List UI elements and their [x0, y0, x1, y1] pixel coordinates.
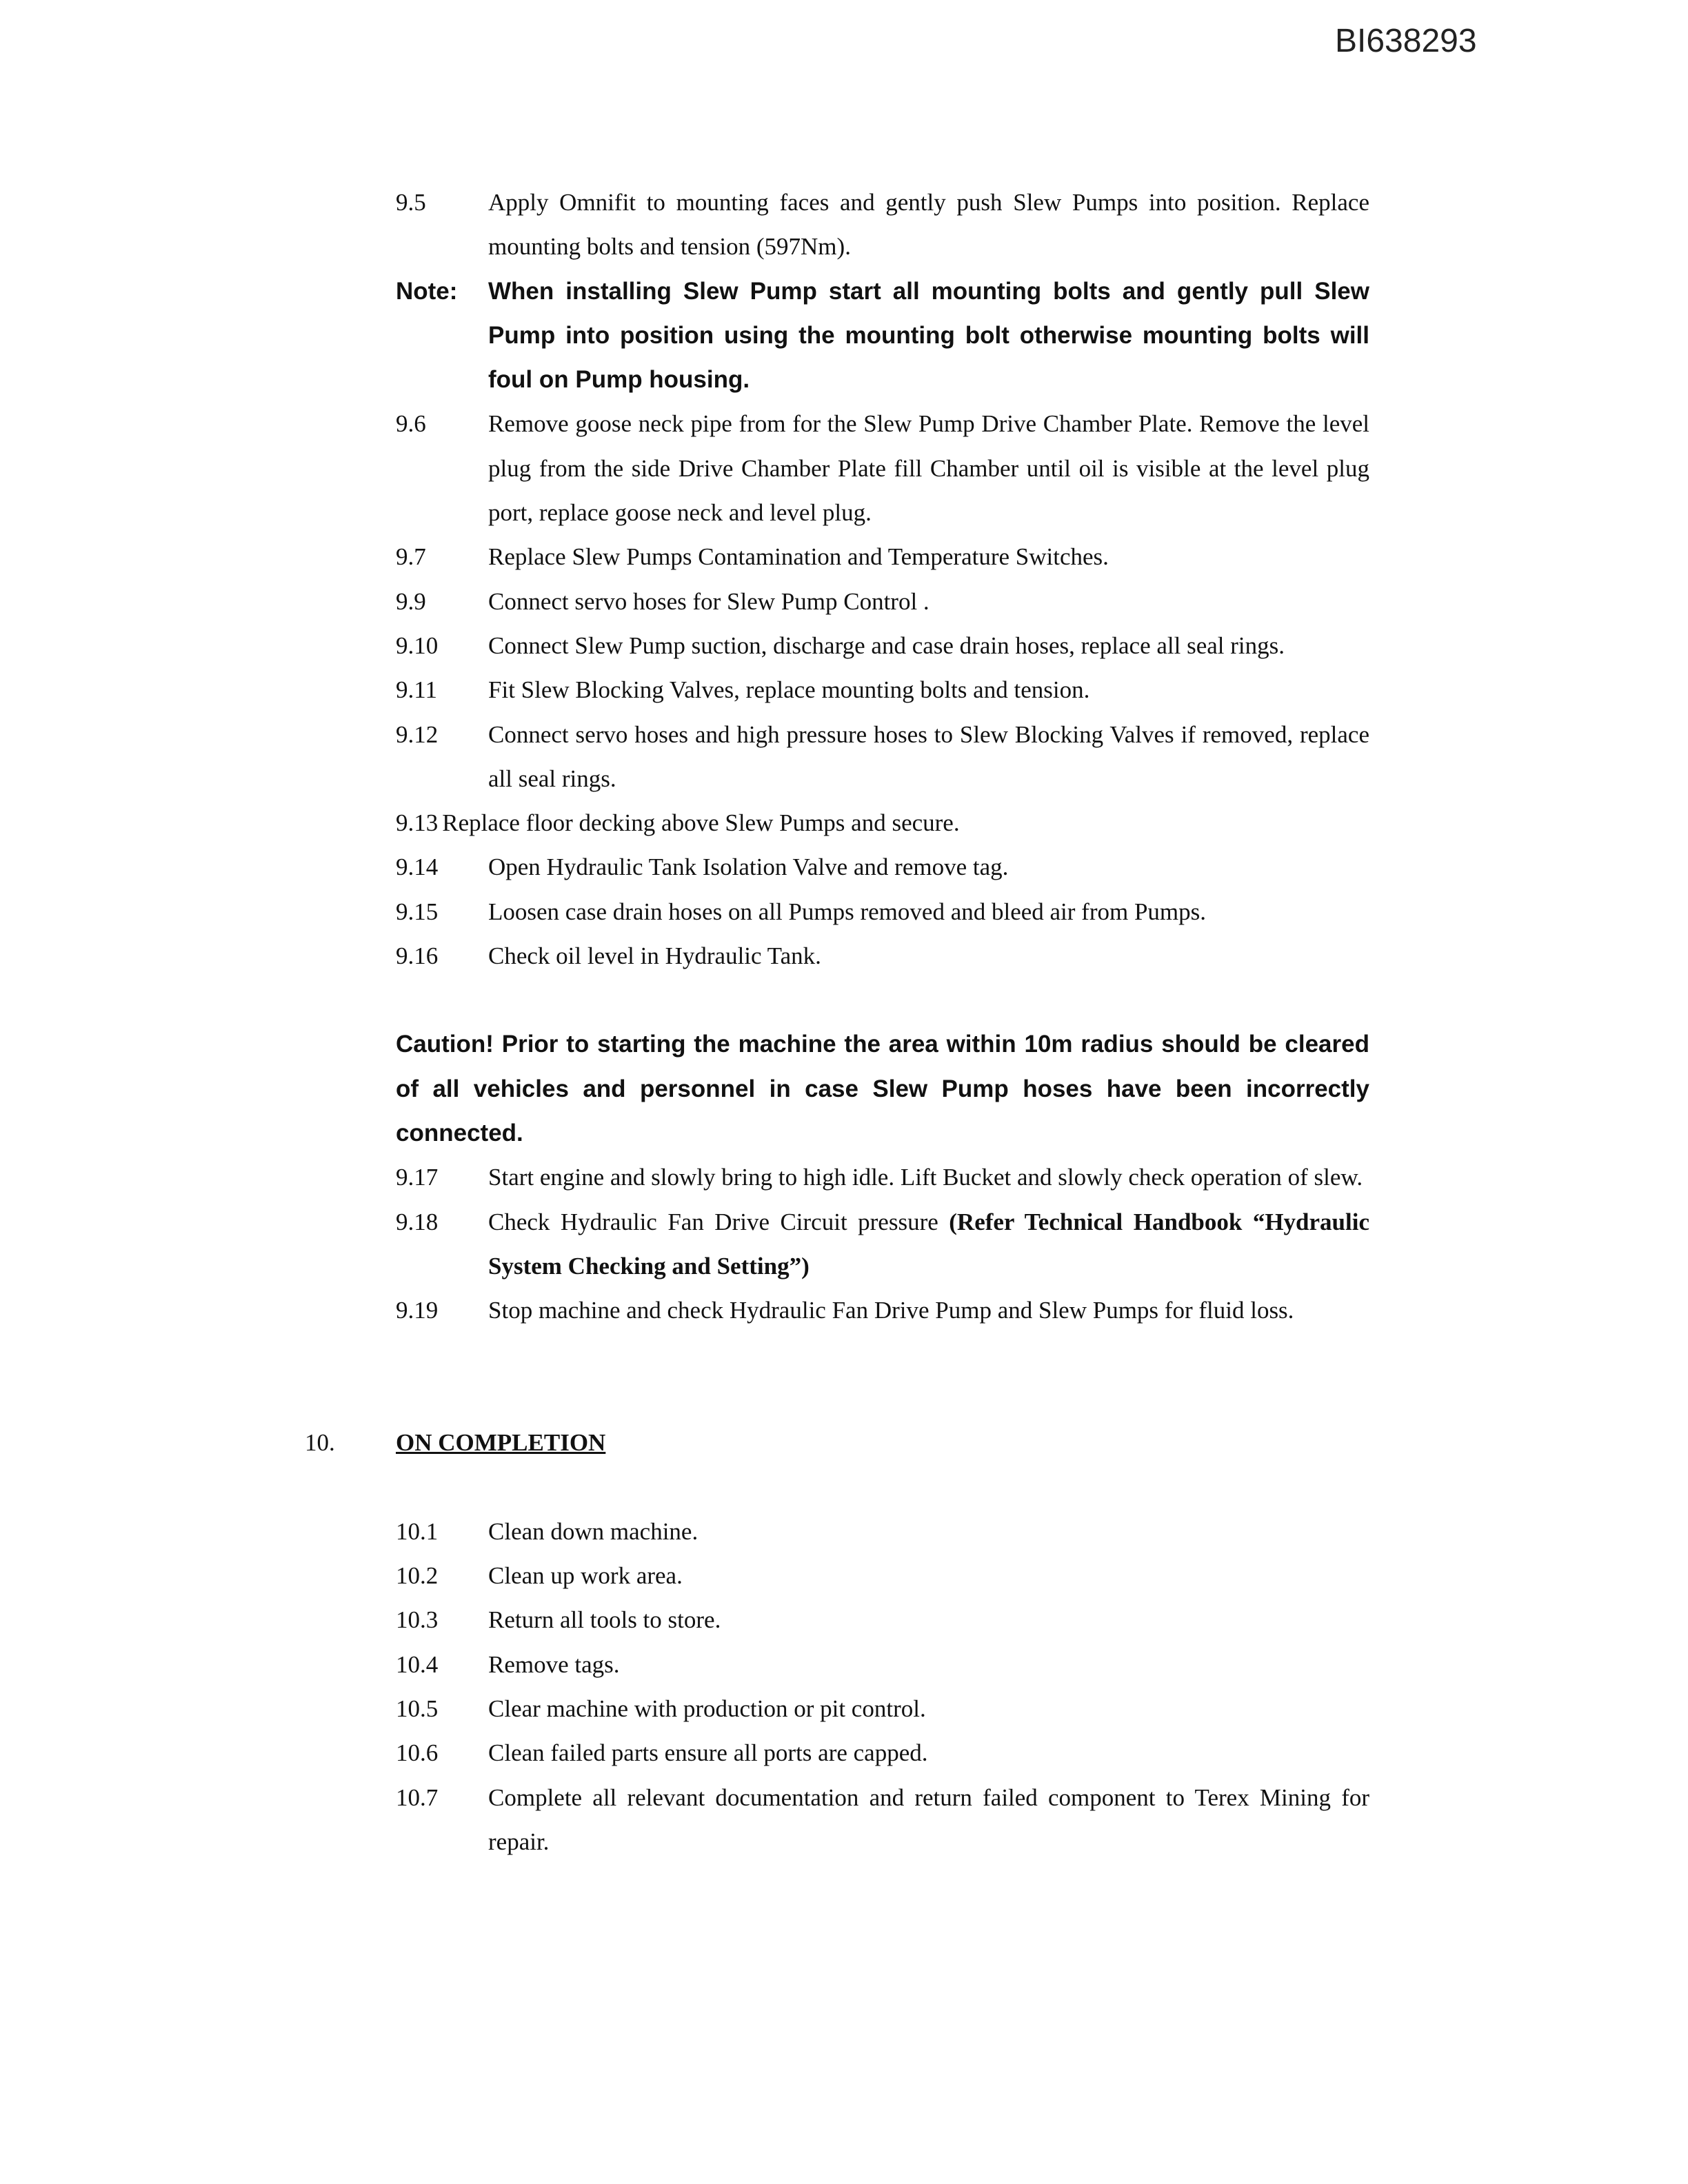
step-text: Connect Slew Pump suction, discharge and case drain hoses, replace all seal rings.	[488, 631, 1285, 659]
step-9-13	[396, 801, 1369, 845]
step-9-12	[396, 713, 1369, 802]
step-number: 9.19	[396, 1297, 439, 1324]
step-number: 10.1	[396, 1517, 439, 1545]
document-body	[305, 181, 1369, 1864]
step-text: Loosen case drain hoses on all Pumps removed and bleed air from Pumps.	[488, 898, 1207, 925]
step-9-7	[396, 535, 1369, 579]
step-number: 9.6	[396, 410, 426, 438]
step-number: 9.14	[396, 853, 439, 881]
step-text: Replace floor decking above Slew Pumps and secure.	[442, 809, 960, 837]
step-text: Apply Omnifit to mounting faces and gently push Slew Pumps into position. Replace mounting bolts and tension (597Nm).	[488, 189, 1369, 261]
handbook-reference: (Refer Technical Handbook “Hydraulic System Checking and Setting”)	[488, 1208, 1369, 1280]
step-9-16	[396, 934, 1369, 978]
step-number: 9.12	[396, 720, 439, 748]
step-text: Open Hydraulic Tank Isolation Valve and remove tag.	[488, 853, 1009, 881]
step-9-19	[396, 1288, 1369, 1333]
step-number: 9.5	[396, 189, 426, 216]
document-id: BI638293	[1335, 23, 1477, 59]
step-text: Connect servo hoses for Slew Pump Control .	[488, 587, 930, 615]
step-number: 9.15	[396, 898, 439, 925]
step-text: Complete all relevant documentation and return failed component to Terex Mining for repair.	[488, 1783, 1369, 1855]
step-9-14	[396, 845, 1369, 889]
step-number: 9.13	[396, 809, 439, 837]
note	[396, 270, 1369, 403]
section-title: ON COMPLETION	[396, 1429, 606, 1457]
step-text: Fit Slew Blocking Valves, replace mounting bolts and tension.	[488, 676, 1090, 704]
step-10-4	[396, 1643, 1369, 1687]
step-9-10	[396, 624, 1369, 668]
step-text: Stop machine and check Hydraulic Fan Drive Pump and Slew Pumps for fluid loss.	[488, 1297, 1294, 1324]
step-number: 9.10	[396, 631, 439, 659]
step-10-7	[396, 1776, 1369, 1865]
step-number: 10.5	[396, 1695, 439, 1722]
step-number: 10.4	[396, 1650, 439, 1678]
step-number: 9.16	[396, 942, 439, 970]
step-10-6	[396, 1731, 1369, 1775]
section-10-heading	[305, 1421, 1369, 1465]
note-text: When installing Slew Pump start all mounting bolts and gently pull Slew Pump into position using the mounting bolt otherwise mounting bolts will foul on Pump housing.	[488, 277, 1369, 394]
step-text: Remove tags.	[488, 1650, 620, 1678]
step-text: Check Hydraulic Fan Drive Circuit pressure	[488, 1208, 938, 1235]
step-number: 10.2	[396, 1562, 439, 1590]
step-9-18	[396, 1200, 1369, 1289]
step-number: 9.9	[396, 587, 426, 615]
note-label: Note:	[396, 277, 458, 305]
step-9-5	[396, 181, 1369, 270]
step-10-5	[396, 1687, 1369, 1731]
section-number: 10.	[305, 1429, 335, 1457]
step-10-1	[396, 1510, 1369, 1554]
step-text: Return all tools to store.	[488, 1606, 721, 1634]
step-9-11	[396, 668, 1369, 712]
step-text: Clean failed parts ensure all ports are capped.	[488, 1739, 928, 1767]
step-text: Clean down machine.	[488, 1517, 699, 1545]
step-9-6	[396, 402, 1369, 535]
step-text: Clean up work area.	[488, 1562, 683, 1590]
step-text: Start engine and slowly bring to high idle. Lift Bucket and slowly check operation of slew.	[488, 1164, 1363, 1191]
step-text: Clear machine with production or pit control.	[488, 1695, 926, 1722]
step-number: 10.7	[396, 1783, 439, 1811]
step-number: 9.11	[396, 676, 437, 704]
step-number: 9.18	[396, 1208, 439, 1235]
step-9-17	[396, 1155, 1369, 1200]
step-text: Remove goose neck pipe from for the Slew Pump Drive Chamber Plate. Remove the level plug from the side Drive Chamber Plate fill Chamber until oil is visible at the level plug port, replace goose neck and level plug.	[488, 410, 1369, 527]
step-number: 10.3	[396, 1606, 439, 1634]
step-number: 9.17	[396, 1164, 439, 1191]
step-text: Replace Slew Pumps Contamination and Temperature Switches.	[488, 543, 1109, 571]
step-9-15	[396, 890, 1369, 934]
step-text: Check oil level in Hydraulic Tank.	[488, 942, 821, 970]
step-number: 10.6	[396, 1739, 439, 1767]
step-number: 9.7	[396, 543, 426, 571]
step-9-9	[396, 580, 1369, 624]
step-10-3	[396, 1598, 1369, 1642]
step-10-2	[396, 1554, 1369, 1598]
step-text: Connect servo hoses and high pressure hoses to Slew Blocking Valves if removed, replace all seal rings.	[488, 720, 1369, 792]
caution-warning: Caution! Prior to starting the machine the area within 10m radius should be cleared of all vehicles and personnel in case Slew Pump hoses have been incorrectly connected.	[396, 1031, 1369, 1146]
